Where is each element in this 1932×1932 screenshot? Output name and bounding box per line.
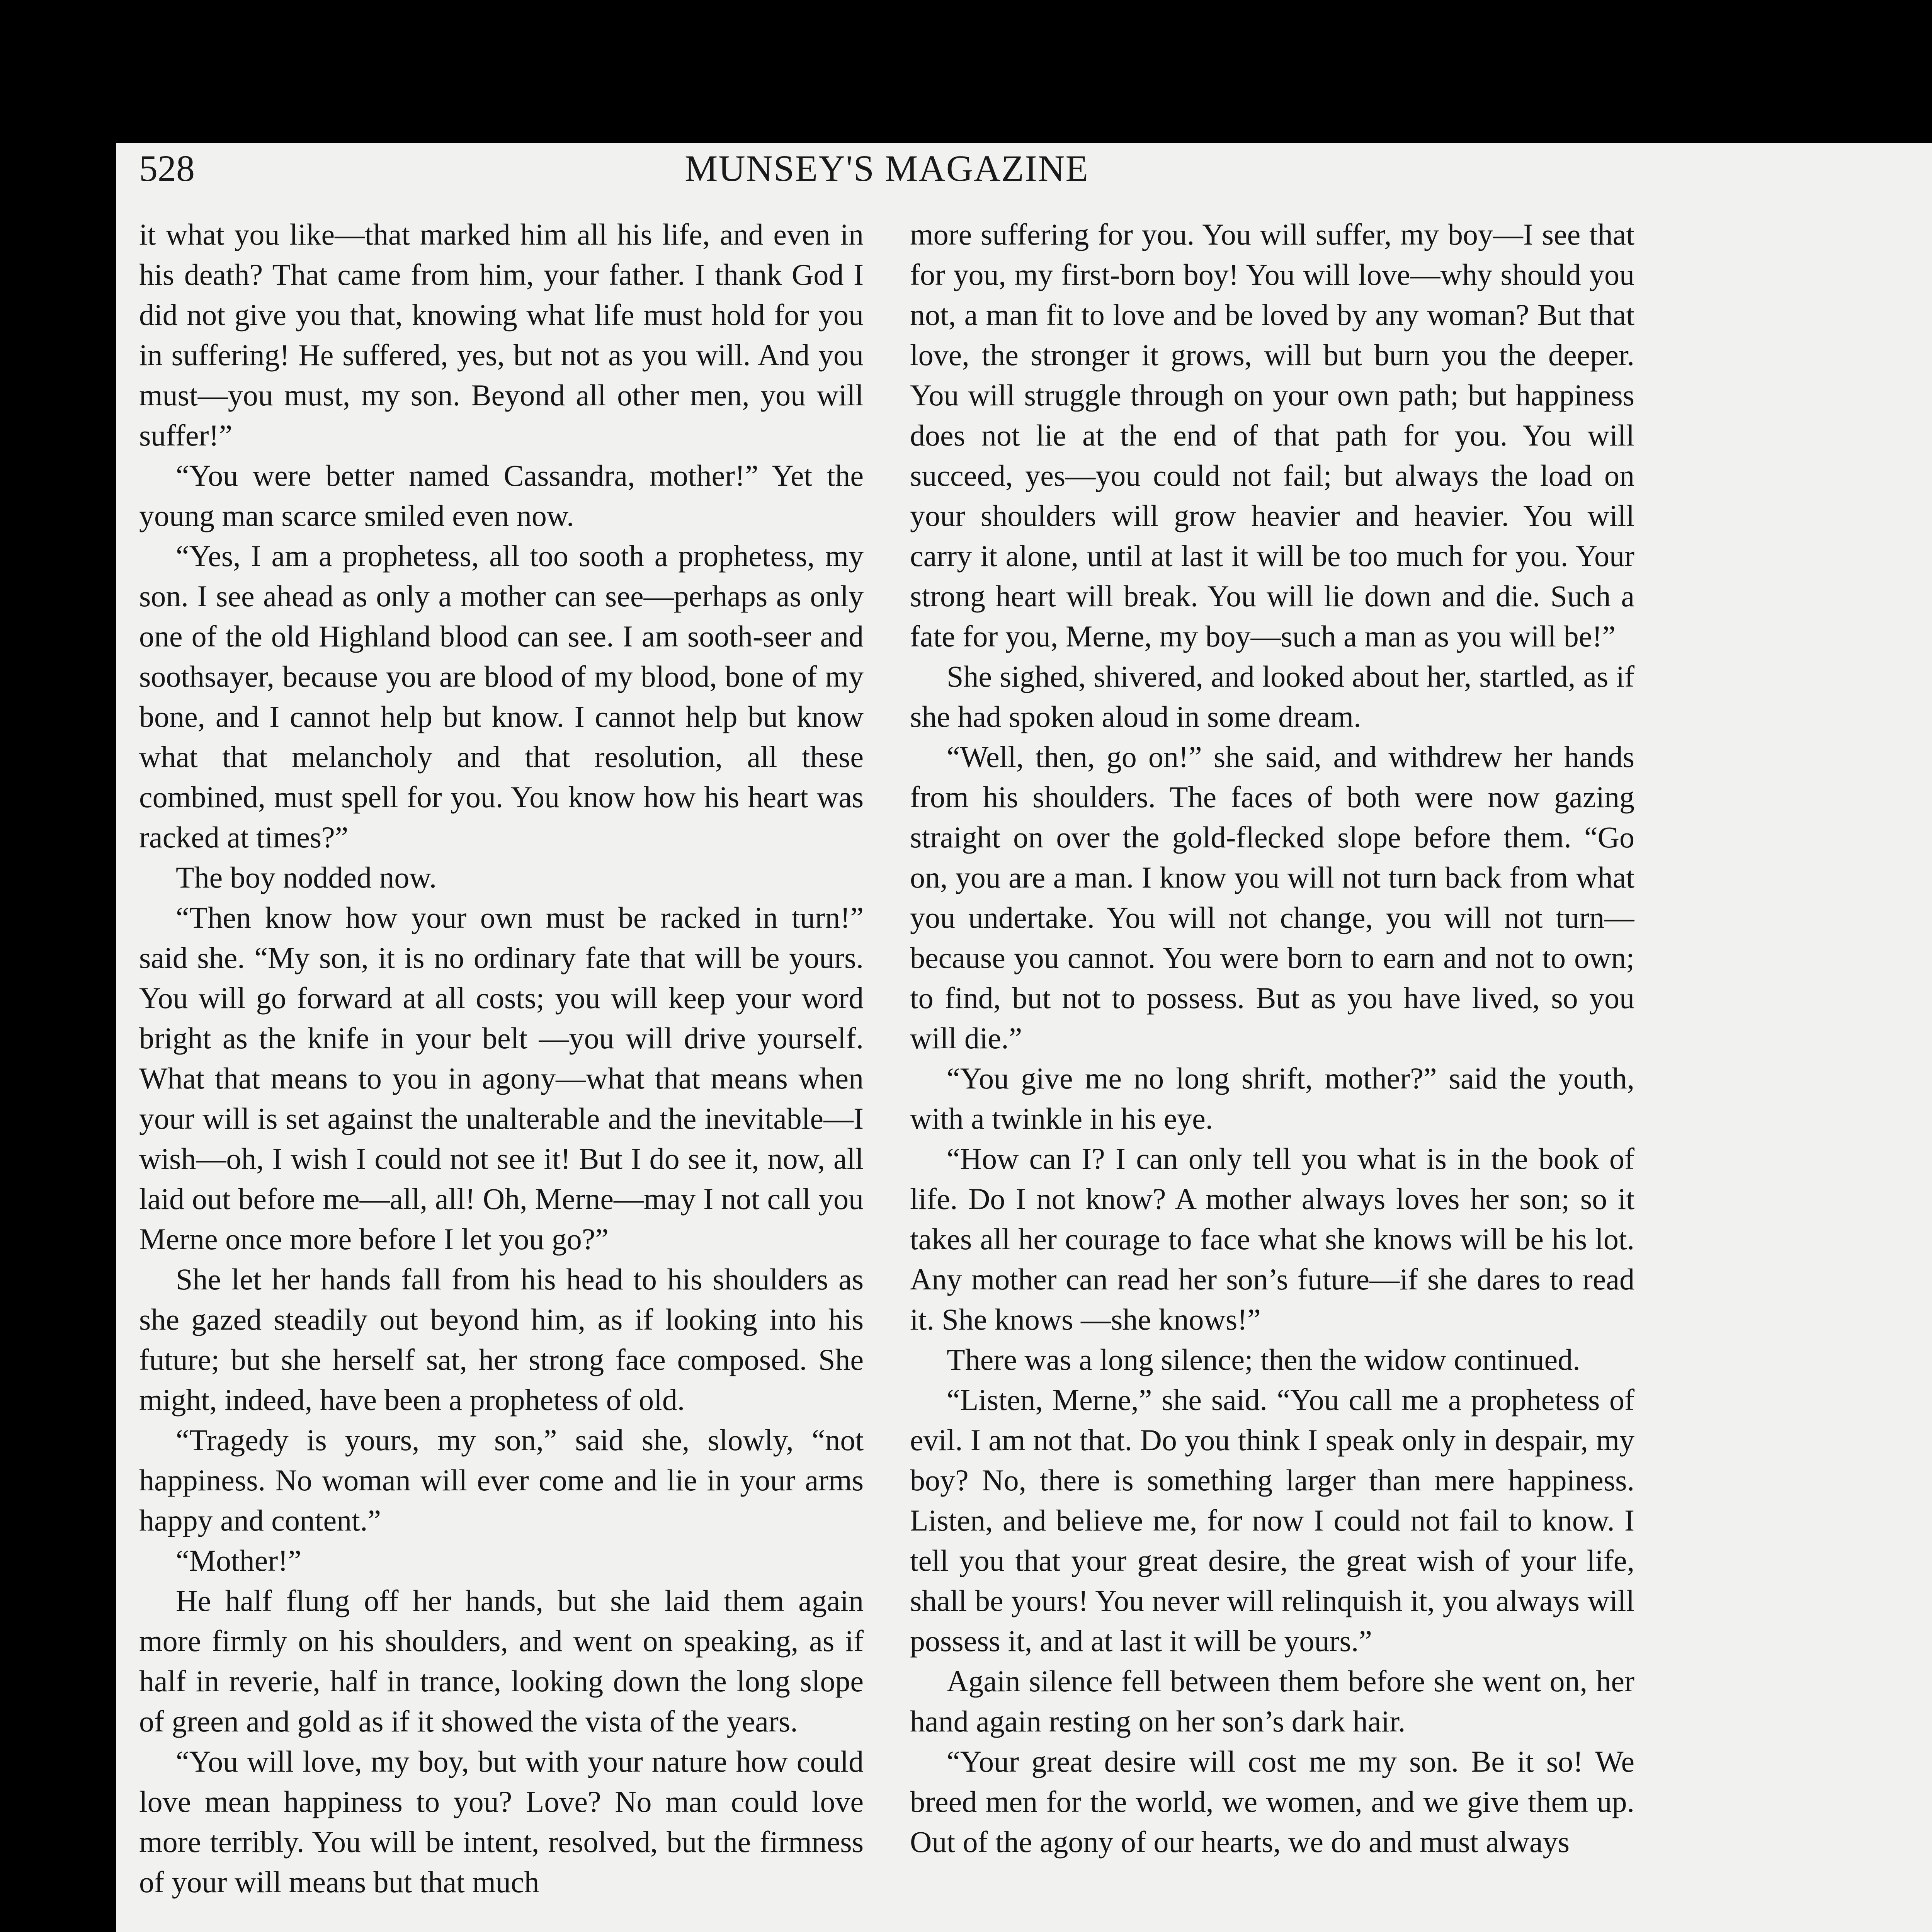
paragraph: “You were better named Cassandra, mother!” Yet the young man scarce smiled even now. (139, 459, 864, 532)
paragraph: “Yes, I am a prophetess, all too sooth a prophetess, my son. I see ahead as only a mother can see—perhaps as only one of the old Highland blood can see. I am sooth-seer and soothsayer, because you are blood of my blood, bone of my bone, and I cannot help but know. I cannot help but know what that melancholy and that resolution, all these combined, must spell for you. You know how his heart was racked at times?” (139, 539, 864, 854)
paragraph: “Then know how your own must be racked in turn!” said she. “My son, it is no ordinary fate that will be yours. You will go forward at all costs; you will keep your word bright as the knife in your belt —you will drive yourself. What that means to you in agony—what that means when your will is set against the unalterable and the inevitable—I wish—oh, I wish I could not see it! But I do see it, now, all laid out before me—all, all! Oh, Merne—may I not call you Merne once more before I let you go?” (139, 901, 864, 1256)
paragraph: “Tragedy is yours, my son,” said she, slowly, “not happiness. No woman will ever come and lie in your arms happy and content.” (139, 1423, 864, 1537)
paragraph: “You give me no long shrift, mother?” said the youth, with a twinkle in his eye. (910, 1061, 1634, 1135)
right-column (910, 214, 1634, 1932)
page-number: 528 (139, 148, 195, 189)
paragraph: Again silence fell between them before she went on, her hand again resting on her son’s dark hair. (910, 1664, 1634, 1738)
paragraph: The boy nodded now. (176, 861, 437, 894)
paragraph: There was a long silence; then the widow continued. (947, 1343, 1580, 1376)
paragraph: She sighed, shivered, and looked about her, startled, as if she had spoken aloud in some dream. (910, 660, 1634, 733)
paragraph: “How can I? I can only tell you what is in the book of life. Do I not know? A mother always loves her son; so it takes all her courage to face what she knows will be his lot. Any mother can read her son’s future—if she dares to read it. She knows —she knows!” (910, 1142, 1634, 1336)
paragraph: more suffering for you. You will suffer, my boy—I see that for you, my first-born boy! You will love—why should you not, a man fit to love and be loved by any woman? But that love, the stronger it grows, will but burn you the deeper. You will struggle through on your own path; but happiness does not lie at the end of that path for you. You will succeed, yes—you could not fail; but always the load on your shoulders will grow heavier and heavier. You will carry it alone, until at last it will be too much for you. Your strong heart will break. You will lie down and die. Such a fate for you, Merne, my boy—such a man as you will be!” (910, 218, 1634, 653)
page-header (139, 139, 1634, 193)
paragraph: “You will love, my boy, but with your nature how could love mean happiness to you? Love? No man could love more terribly. You will be intent, resolved, but the firmness of your will means but that much (139, 1745, 864, 1899)
left-column (139, 214, 864, 1932)
running-title: MUNSEY'S MAGAZINE (685, 148, 1089, 189)
paragraph: “Mother!” (176, 1544, 301, 1577)
paragraph: He half flung off her hands, but she laid them again more firmly on his shoulders, and went on speaking, as if half in reverie, half in trance, looking down the long slope of green and gold as if it showed the vista of the years. (139, 1584, 864, 1738)
paragraph: “Well, then, go on!” she said, and withdrew her hands from his shoulders. The faces of both were now gazing straight on over the gold-flecked slope before them. “Go on, you are a man. I know you will not turn back from what you undertake. You will not change, you will not turn—because you cannot. You were born to earn and not to own; to find, but not to possess. But as you have lived, so you will die.” (910, 740, 1634, 1055)
paragraph: “Your great desire will cost me my son. Be it so! We breed men for the world, we women, and we give them up. Out of the agony of our hearts, we do and must always (910, 1745, 1634, 1859)
paragraph: “Listen, Merne,” she said. “You call me a prophetess of evil. I am not that. Do you think I speak only in despair, my boy? No, there is something larger than mere happiness. Listen, and believe me, for now I could not fail to know. I tell you that your great desire, the great wish of your life, shall be yours! You never will relinquish it, you always will possess it, and at last it will be yours.” (910, 1383, 1634, 1658)
paragraph: She let her hands fall from his head to his shoulders as she gazed steadily out beyond him, as if looking into his future; but she herself sat, her strong face composed. She might, indeed, have been a prophetess of old. (139, 1262, 864, 1417)
paragraph: it what you like—that marked him all his life, and even in his death? That came from him, your father. I thank God I did not give you that, knowing what life must hold for you in suffering! He suffered, yes, but not as you will. And you must—you must, my son. Beyond all other men, you will suffer!” (139, 218, 864, 452)
